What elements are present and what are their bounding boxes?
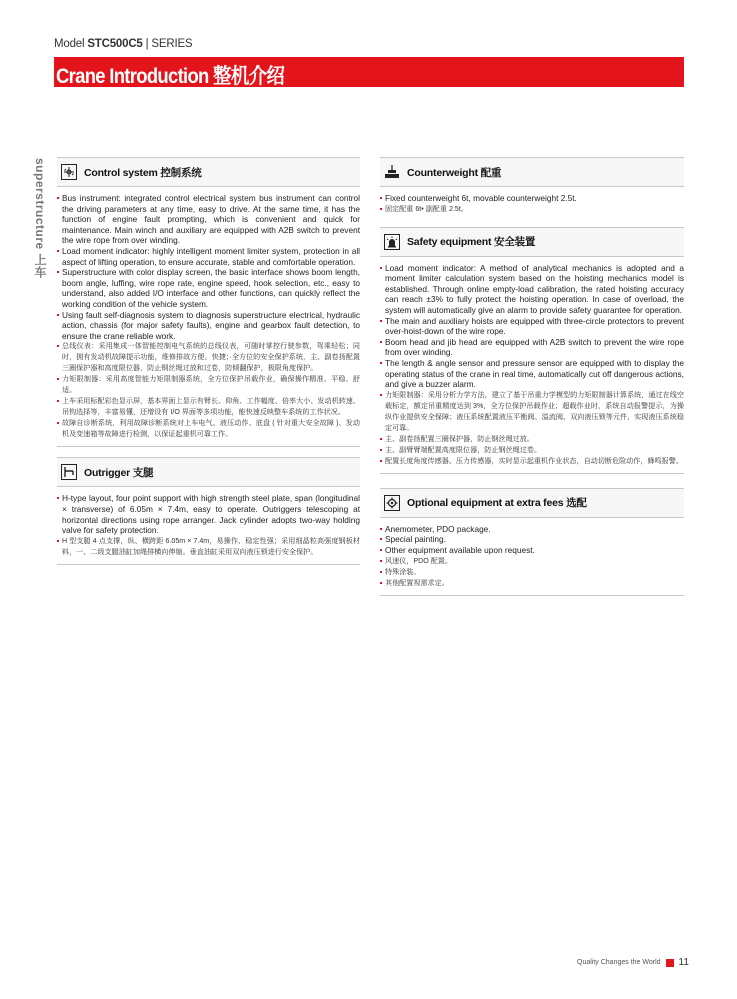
section-counterweight <box>380 157 684 215</box>
title-bar <box>54 57 684 87</box>
control-icon <box>61 164 77 180</box>
footer-tagline: Quality Changes the World <box>577 959 661 966</box>
list-item: 风速仪，PDO 配置。 <box>380 556 684 567</box>
list-item: 主、副卷扬配置三圈保护器，防止钢丝绳过放。 <box>380 434 684 445</box>
section-header <box>380 227 684 257</box>
list-item: 力矩限制器：采用高度智能力矩限制器系统，全方位保护吊载作业，确保操作精准、平稳、舒适。 <box>57 374 360 396</box>
list-item: The main and auxiliary hoists are equipped with three-circle protectors to prevent over-hoist-down of the wire rope. <box>380 316 684 337</box>
item-list <box>57 493 360 557</box>
section-optional-equipment <box>380 488 684 596</box>
right-column <box>380 157 684 596</box>
list-item: 上车采用标配彩色显示屏，基本界面上显示有臂长、仰角、工作幅度、倍率大小、发动机转速、吊钩选择等，丰富易懂，还增设有 I/O 界面等多项功能，能快速反映整车系统的工作状况。 <box>57 396 360 418</box>
list-item: Anemometer, PDO package. <box>380 524 684 535</box>
list-item: 其他配置视需求定。 <box>380 578 684 589</box>
item-list <box>380 193 684 215</box>
side-label: superstructure 上车 <box>33 158 47 279</box>
counterweight-icon <box>384 164 400 180</box>
list-item: 总线仪表：采用集成一体智能控制电气系统的总线仪表，可随时掌控行驶参数，驾乘轻松；同时，拥有发动机故障提示功能，维修排故方便、快捷；·全方位的安全保护系统，主、副卷扬配置三圈保护器和高度限位器，防止钢丝绳过放和过卷，防倾翻保护，极限角度保护。 <box>57 341 360 374</box>
model-prefix: Model <box>54 38 85 50</box>
item-list <box>380 263 684 467</box>
list-item: Boom head and jib head are equipped with A2B switch to prevent the wire rope from over winding. <box>380 337 684 358</box>
list-item: Superstructure with color display screen, the basic interface shows boom length, boom angle, luffing, wire rope rate, engine speed, hook selection, etc., easy to understand, also added I/O interface and other functions, can quickly reflect the working condition of the vehicle system. <box>57 267 360 309</box>
list-item: 主、副臂臂端配置高度限位器，防止钢丝绳过卷。 <box>380 445 684 456</box>
alarm-light-icon <box>384 234 400 250</box>
list-item: Bus instrument: integrated control electrical system bus instrument can control the driving parameters at any time, easy to drive. At the same time, it has the function of engine fault prompting, which is convenient and quick for maintenance. Main winch and auxiliary are equipped with A2B switch to prevent the wire rope from over winding. <box>57 193 360 246</box>
list-item: 特殊涂装。 <box>380 567 684 578</box>
series-label: | SERIES <box>145 38 193 50</box>
list-item: Using fault self-diagnosis system to diagnosis superstructure electrical, hydraulic action, chassis (for major safety faults), engine and gearbox fault detection, to ensure the crane reliable work. <box>57 310 360 342</box>
list-item: Other equipment available upon request. <box>380 545 684 556</box>
red-square <box>666 959 674 967</box>
section-control-system <box>57 157 360 447</box>
section-header <box>57 157 360 187</box>
list-item: The length & angle sensor and pressure sensor are equipped with to display the operating status of the crane in real time, automatically cut off dangerous actions, and give a buzzer alarm. <box>380 358 684 390</box>
footer <box>577 957 689 968</box>
list-item: 固定配重 6t• 副配重 2.5t。 <box>380 204 684 215</box>
section-title: Counterweight 配重 <box>407 166 502 179</box>
list-item: Load moment indicator: A method of analytical mechanics is adopted and a moment limiter calculation system based on the hoisting mechanics model is established. Through online empty-load calibration, the rated hoisting accuracy can reach ±3% to fully protect the hoisting operation. In case of overload, the system will automatically give an alarm to provide safety guarantee for operation. <box>380 263 684 316</box>
model-name: STC500C5 <box>87 38 143 50</box>
page-title: Crane Introduction 整机介绍 <box>56 65 285 88</box>
gear-icon <box>384 495 400 511</box>
list-item: H 型支腿 4 点支撑，纵、横跨距 6.05m × 7.4m，易操作、稳定性强；采用细晶粒高强度钢板材料，一、二级支腿油缸加绳排横向伸缩。垂直油缸采用双向液压锁进行安全保护。 <box>57 536 360 558</box>
page-number: 11 <box>678 957 689 968</box>
item-list <box>57 193 360 440</box>
list-item: H-type layout, four point support with high strength steel plate, span (longitudinal × transverse) of 6.05m × 7.4m, easy to operate. Outriggers telescoping at horizontal directions using rope arranger. Jack cylinder adopts two-way holding valve for safety protection. <box>57 493 360 535</box>
divider <box>57 564 360 565</box>
outrigger-icon <box>61 464 77 480</box>
left-column <box>57 157 360 565</box>
section-header <box>57 457 360 487</box>
section-title: Safety equipment 安全装置 <box>407 236 536 249</box>
section-header <box>380 488 684 518</box>
list-item: Fixed counterweight 6t, movable counterweight 2.5t. <box>380 193 684 204</box>
section-title: Outrigger 支腿 <box>84 466 154 479</box>
section-title: Control system 控制系统 <box>84 166 202 179</box>
section-outrigger <box>57 457 360 564</box>
list-item: 故障自诊断系统，利用故障诊断系统对上车电气、液压动作、底盘 ( 针对重大安全故障 )、发动机及变速箱等故障进行检测，以保证起重机可靠工作。 <box>57 418 360 440</box>
divider <box>380 595 684 596</box>
section-safety-equipment <box>380 227 684 474</box>
section-header <box>380 157 684 187</box>
model-line <box>54 38 192 50</box>
list-item: 配置长度角度传感器、压力传感器，实时显示起重机作业状态，自动切断危险动作，蜂鸣报警。 <box>380 456 684 467</box>
item-list <box>380 524 684 589</box>
list-item: Special painting. <box>380 534 684 545</box>
list-item: 力矩限制器：采用分析力学方法，建立了基于吊重力学模型的力矩限制器计算系统，通过在线空载标定，额定吊重精度达到 3%，全方位保护吊载作业；超载作业时，系统自动报警提示，为操纵作业提供安全保障；液压系统配置液压平衡阀、溢流阀、双向液压锁等元件，实现液压系统稳定可靠。 <box>380 390 684 434</box>
list-item: Load moment indicator: highly intelligent moment limiter system, protection in all aspect of lifting operation, to ensure accurate, stable and comfortable operation. <box>57 246 360 267</box>
section-title: Optional equipment at extra fees 选配 <box>407 497 587 510</box>
